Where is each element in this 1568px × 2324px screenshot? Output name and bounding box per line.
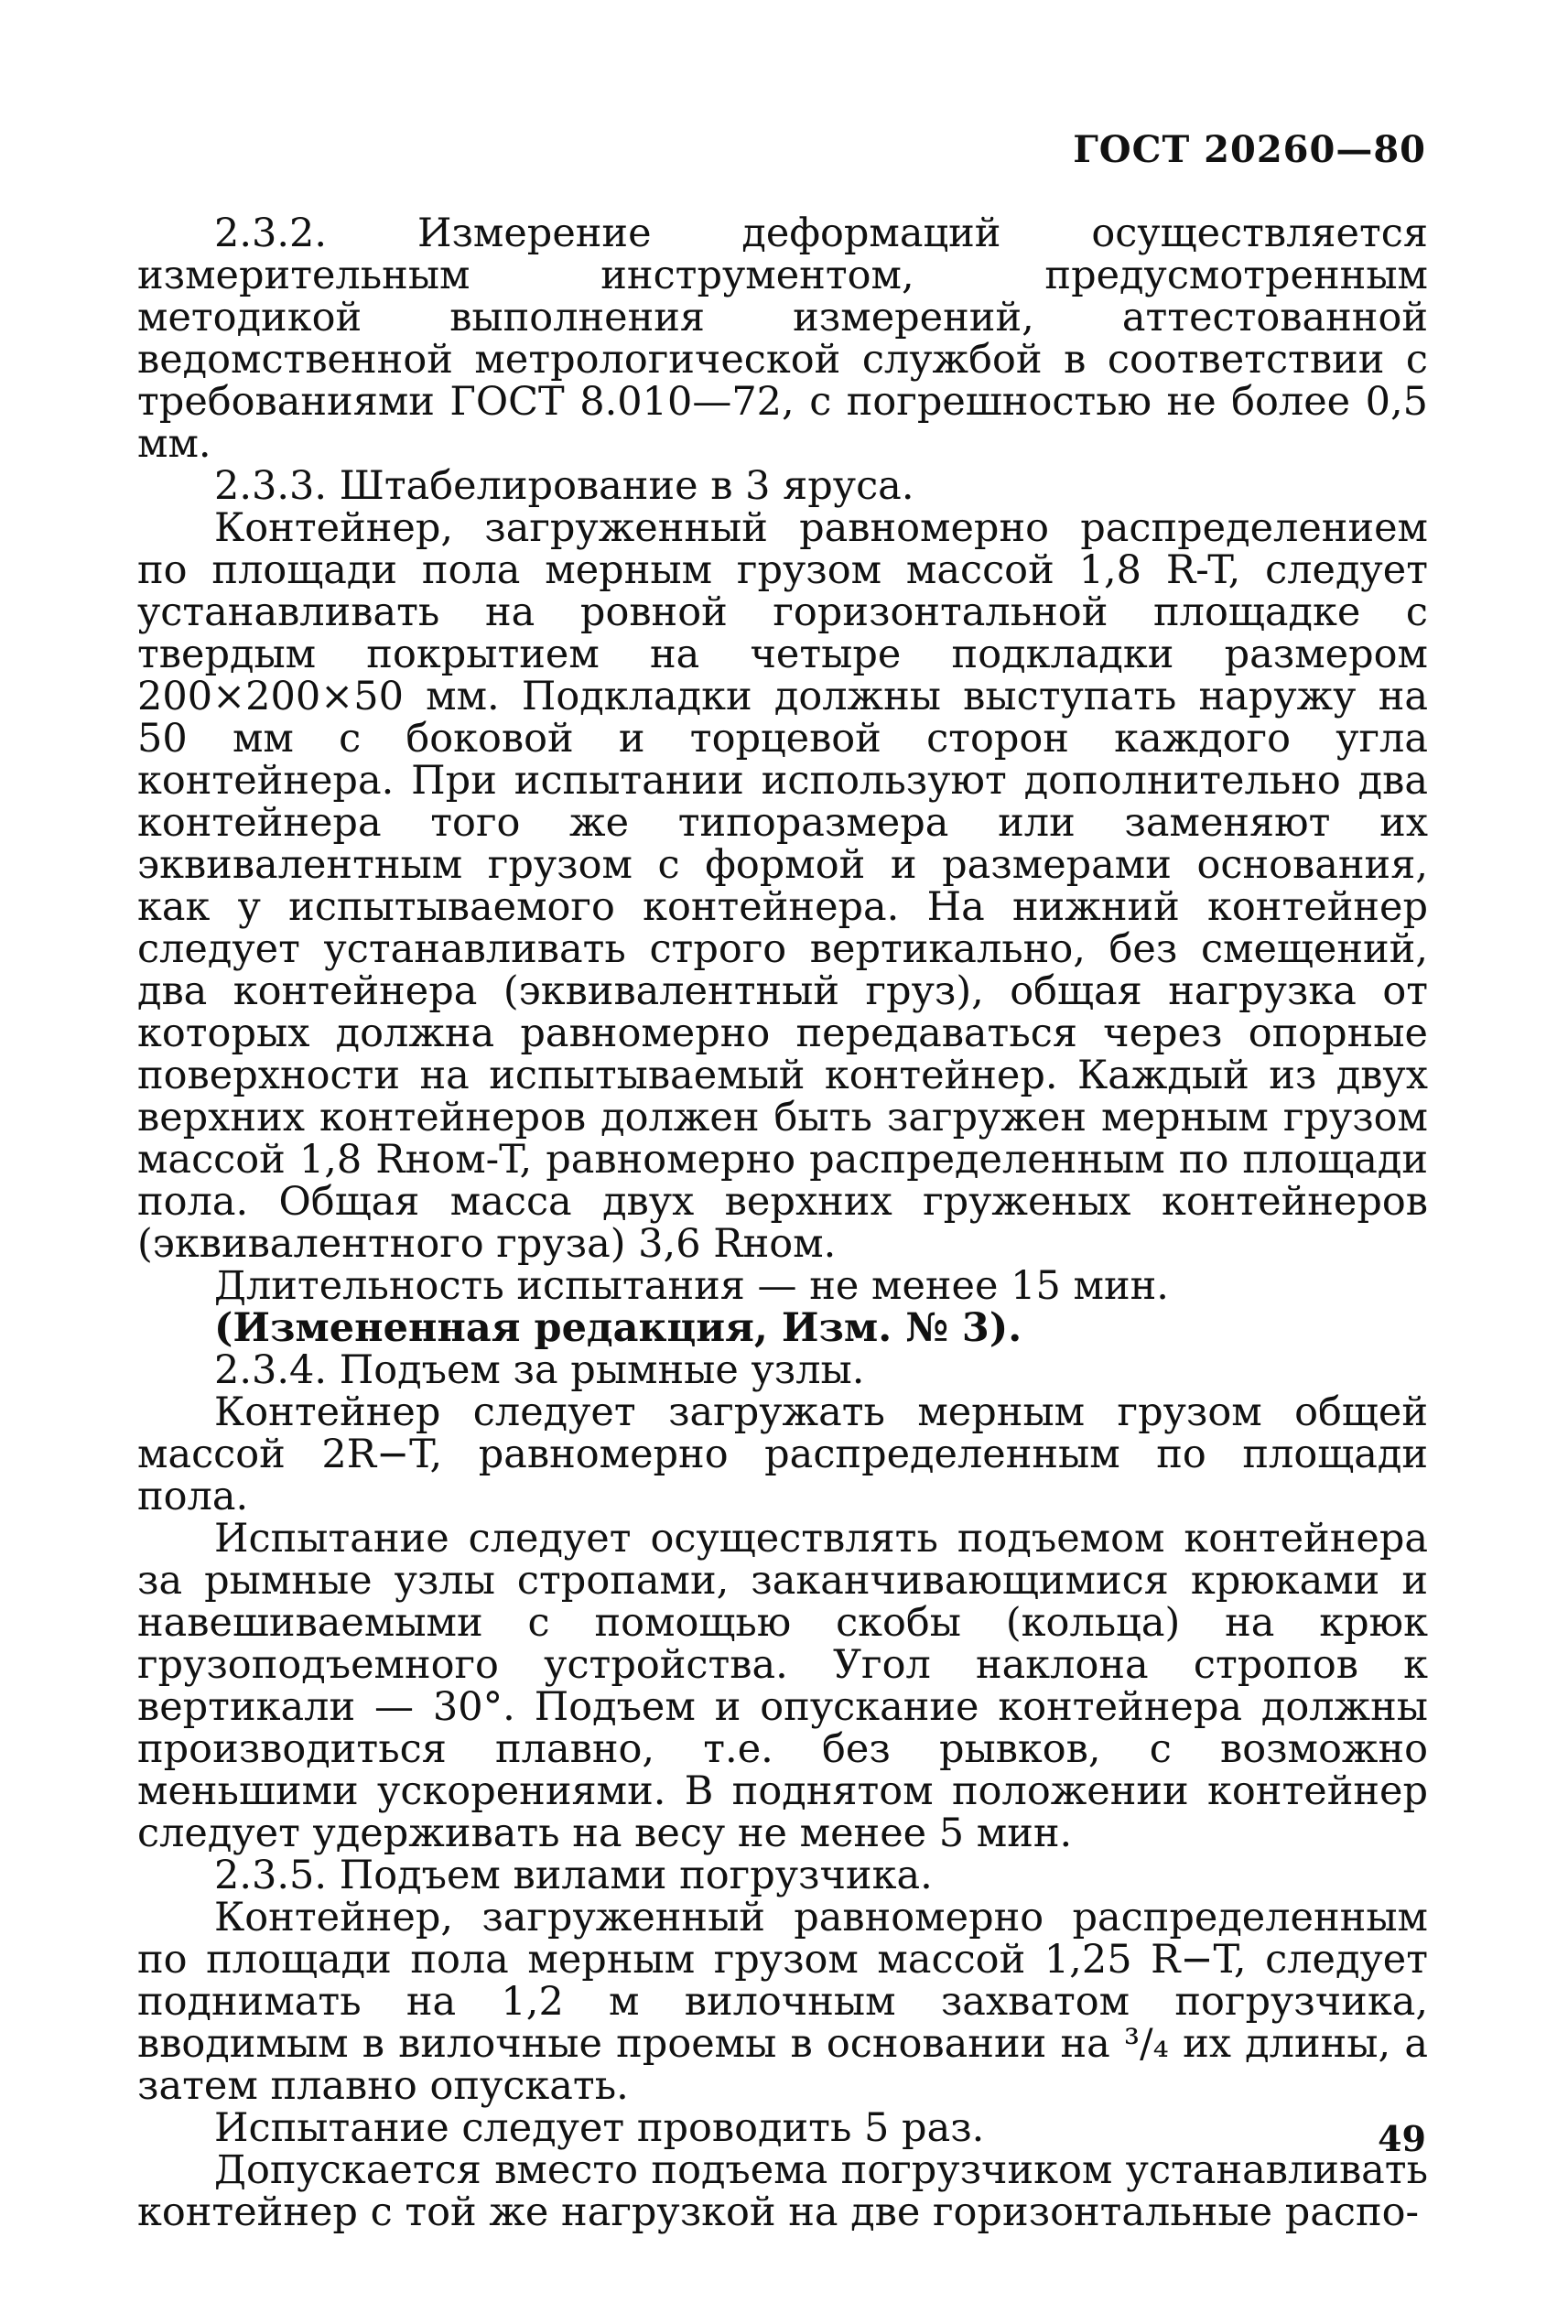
- paragraph-forklift-procedure: Контейнер, загруженный равномерно распределенным по площади пола мерным грузом массой 1,25 R−T, следует поднимать на 1,2 м вилочным захватом погрузчика, вводимым в вилочные проемы в основании на ³/₄ их длины, а затем плавно опускать.: [137, 1895, 1428, 2109]
- paragraph-amendment-note: (Измененная редакция, Изм. № 3).: [214, 1305, 1022, 1351]
- paragraph-lifting-procedure: Испытание следует осуществлять подъемом контейнера за рымные узлы стропами, заканчивающимися крюками и навешиваемыми с помощью скобы (кольца) на крюк грузоподъемного устройства. Угол наклона стропов к вертикали — 30°. Подъем и опускание контейнера должны производиться плавно, т.е. без рывков, с возможно меньшими ускорениями. В поднятом положении контейнер следует удерживать на весу не менее 5 мин.: [137, 1516, 1428, 1856]
- paragraph-2-3-5-heading: 2.3.5. Подъем вилами погрузчика.: [214, 1853, 933, 1898]
- paragraph-lifting-load: Контейнер следует загружать мерным грузом общей массой 2R−T, равномерно распределенным по площади пола.: [137, 1389, 1428, 1519]
- paragraph-alternative-method: Допускается вместо подъема погрузчиком устанавливать контейнер с той же нагрузкой на две горизонтальные распо-: [137, 2147, 1428, 2235]
- page-number: 49: [1378, 2118, 1426, 2159]
- document-body: [137, 212, 1428, 2233]
- paragraph-2-3-2: 2.3.2. Измерение деформаций осуществляется измерительным инструментом, предусмотренным методикой выполнения измерений, аттестованной ведомственной метрологической службой в соответствии с требованиями ГОСТ 8.010—72, с погрешностью не более 0,5 мм.: [137, 211, 1428, 467]
- paragraph-2-3-3-heading: 2.3.3. Штабелирование в 3 яруса.: [214, 463, 914, 509]
- paragraph-repetitions: Испытание следует проводить 5 раз.: [214, 2105, 985, 2151]
- paragraph-test-duration: Длительность испытания — не менее 15 мин.: [214, 1263, 1169, 1309]
- paragraph-2-3-4-heading: 2.3.4. Подъем за рымные узлы.: [214, 1347, 865, 1393]
- document-header-code: ГОСТ 20260—80: [1073, 128, 1426, 171]
- paragraph-stacking-description: Контейнер, загруженный равномерно распределением по площади пола мерным грузом массой 1,8 R-T, следует устанавливать на ровной горизонтальной площадке с твердым покрытием на четыре подкладки размером 200×200×50 мм. Подкладки должны выступать наружу на 50 мм с боковой и торцевой сторон каждого угла контейнера. При испытании используют дополнительно два контейнера того же типоразмера или заменяют их эквивалентным грузом с формой и размерами основания, как у испытываемого контейнера. На нижний контейнер следует устанавливать строго вертикально, без смещений, два контейнера (эквивалентный груз), общая нагрузка от которых должна равномерно передаваться через опорные поверхности на испытываемый контейнер. Каждый из двух верхних контейнеров должен быть загружен мерным грузом массой 1,8 Rном-T, равномерно распределенным по площади пола. Общая масса двух верхних груженых контейнеров (эквивалентного груза) 3,6 Rном.: [137, 505, 1428, 1267]
